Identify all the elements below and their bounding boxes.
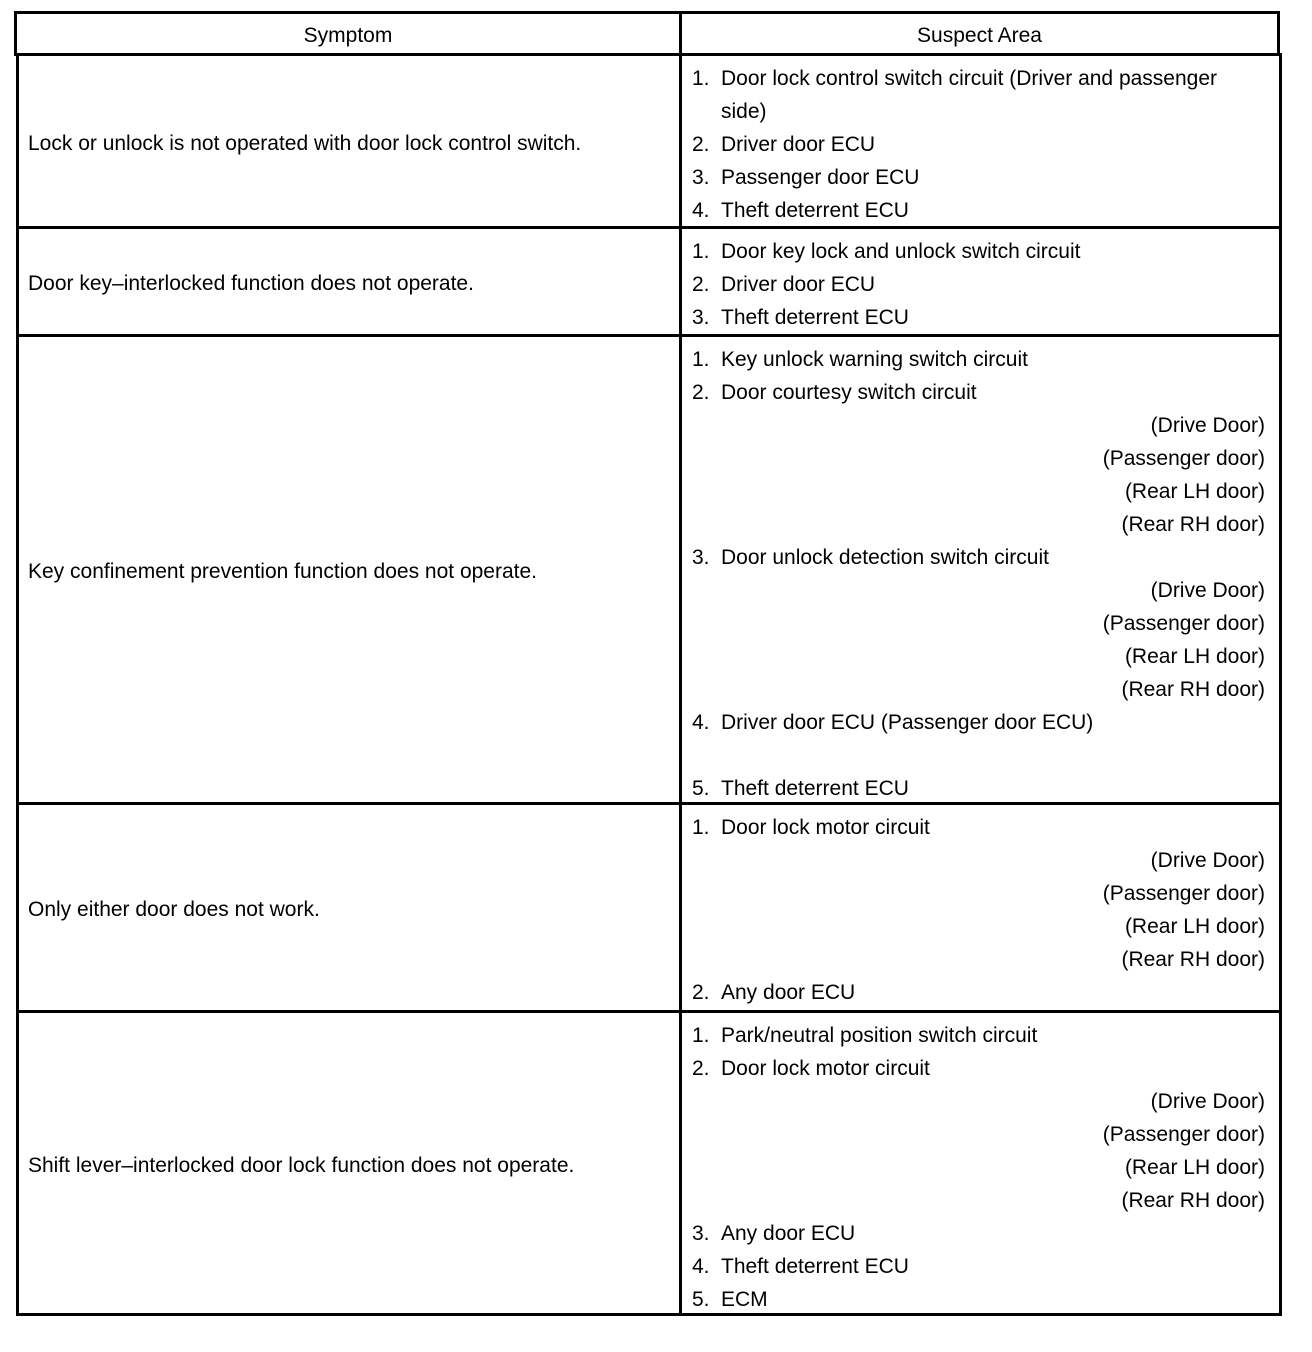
symptom-text: Shift lever–interlocked door lock function does not operate. [28, 1153, 575, 1177]
header-suspect-area: Suspect Area [917, 24, 1042, 47]
item-number: 4. [692, 1255, 710, 1278]
suspect-area-cell [679, 802, 1282, 1013]
suspect-item: Door lock control switch circuit (Driver and passenger [721, 67, 1218, 90]
item-number: 3. [692, 546, 710, 569]
item-number: 3. [692, 1222, 710, 1245]
item-number: 1. [692, 348, 710, 371]
suspect-item: Passenger door ECU [721, 166, 920, 189]
suspect-item: Theft deterrent ECU [721, 199, 909, 222]
item-number: 2. [692, 273, 710, 296]
item-number: 1. [692, 240, 710, 263]
door-location: (Rear LH door) [1124, 1156, 1265, 1179]
header-symptom-cell [14, 11, 682, 56]
suspect-area-cell [679, 334, 1282, 805]
suspect-area-cell [679, 53, 1282, 229]
symptom-cell [16, 53, 682, 229]
suspect-item: Key unlock warning switch circuit [721, 348, 1028, 371]
symptom-cell [16, 1010, 682, 1316]
symptom-cell [16, 802, 682, 1013]
suspect-item: Door lock motor circuit [721, 816, 930, 839]
item-number: 1. [692, 67, 710, 90]
suspect-item: Theft deterrent ECU [721, 1255, 909, 1278]
suspect-item: Driver door ECU [721, 273, 876, 296]
suspect-item: Park/neutral position switch circuit [721, 1024, 1038, 1047]
door-location: (Rear RH door) [1121, 1189, 1265, 1212]
door-location: (Passenger door) [1102, 447, 1265, 470]
symptom-cell [16, 226, 682, 337]
item-number: 4. [692, 199, 710, 222]
symptom-text: Key confinement prevention function does not operate. [28, 560, 538, 583]
door-location: (Drive Door) [1150, 1090, 1265, 1113]
door-location: (Passenger door) [1102, 882, 1265, 905]
symptom-cell [16, 334, 682, 805]
suspect-item: Door courtesy switch circuit [721, 381, 977, 404]
door-location: (Passenger door) [1102, 612, 1265, 635]
item-number: 5. [692, 1288, 710, 1311]
door-location: (Rear LH door) [1124, 480, 1265, 503]
symptom-text: Lock or unlock is not operated with door lock control switch. [28, 131, 582, 155]
door-location: (Rear LH door) [1124, 645, 1265, 668]
item-number: 2. [692, 981, 710, 1004]
item-number: 1. [692, 816, 710, 839]
suspect-item: Door unlock detection switch circuit [721, 546, 1049, 569]
door-location: (Rear LH door) [1124, 915, 1265, 938]
suspect-item: Theft deterrent ECU [721, 306, 909, 329]
suspect-item: Any door ECU [721, 1222, 856, 1245]
suspect-item: Door key lock and unlock switch circuit [721, 240, 1081, 263]
item-number: 1. [692, 1024, 710, 1047]
item-number: 2. [692, 133, 710, 156]
header-symptom: Symptom [303, 24, 393, 47]
suspect-item: Theft deterrent ECU [721, 777, 909, 800]
suspect-area-cell [679, 226, 1282, 337]
item-number: 2. [692, 381, 710, 404]
suspect-area-cell [679, 1010, 1282, 1316]
suspect-item: Driver door ECU (Passenger door ECU) [721, 711, 1094, 734]
symptom-text: Only either door does not work. [28, 898, 320, 921]
door-location: (Rear RH door) [1121, 948, 1265, 971]
door-location: (Rear RH door) [1121, 678, 1265, 701]
door-location: (Drive Door) [1150, 849, 1265, 872]
item-number: 4. [692, 711, 710, 734]
item-number: 3. [692, 166, 710, 189]
suspect-item: ECM [721, 1288, 768, 1311]
door-location: (Passenger door) [1102, 1123, 1265, 1146]
door-location: (Drive Door) [1150, 414, 1265, 437]
header-suspect-area-cell [679, 11, 1280, 56]
suspect-item: Driver door ECU [721, 133, 876, 156]
suspect-item: Door lock motor circuit [721, 1057, 930, 1080]
item-number: 2. [692, 1057, 710, 1080]
suspect-item: Any door ECU [721, 981, 856, 1004]
symptom-text: Door key–interlocked function does not operate. [28, 272, 474, 295]
item-number: 5. [692, 777, 710, 800]
door-location: (Rear RH door) [1121, 513, 1265, 536]
door-location: (Drive Door) [1150, 579, 1265, 602]
item-number: 3. [692, 306, 710, 329]
suspect-item: side) [721, 100, 767, 123]
